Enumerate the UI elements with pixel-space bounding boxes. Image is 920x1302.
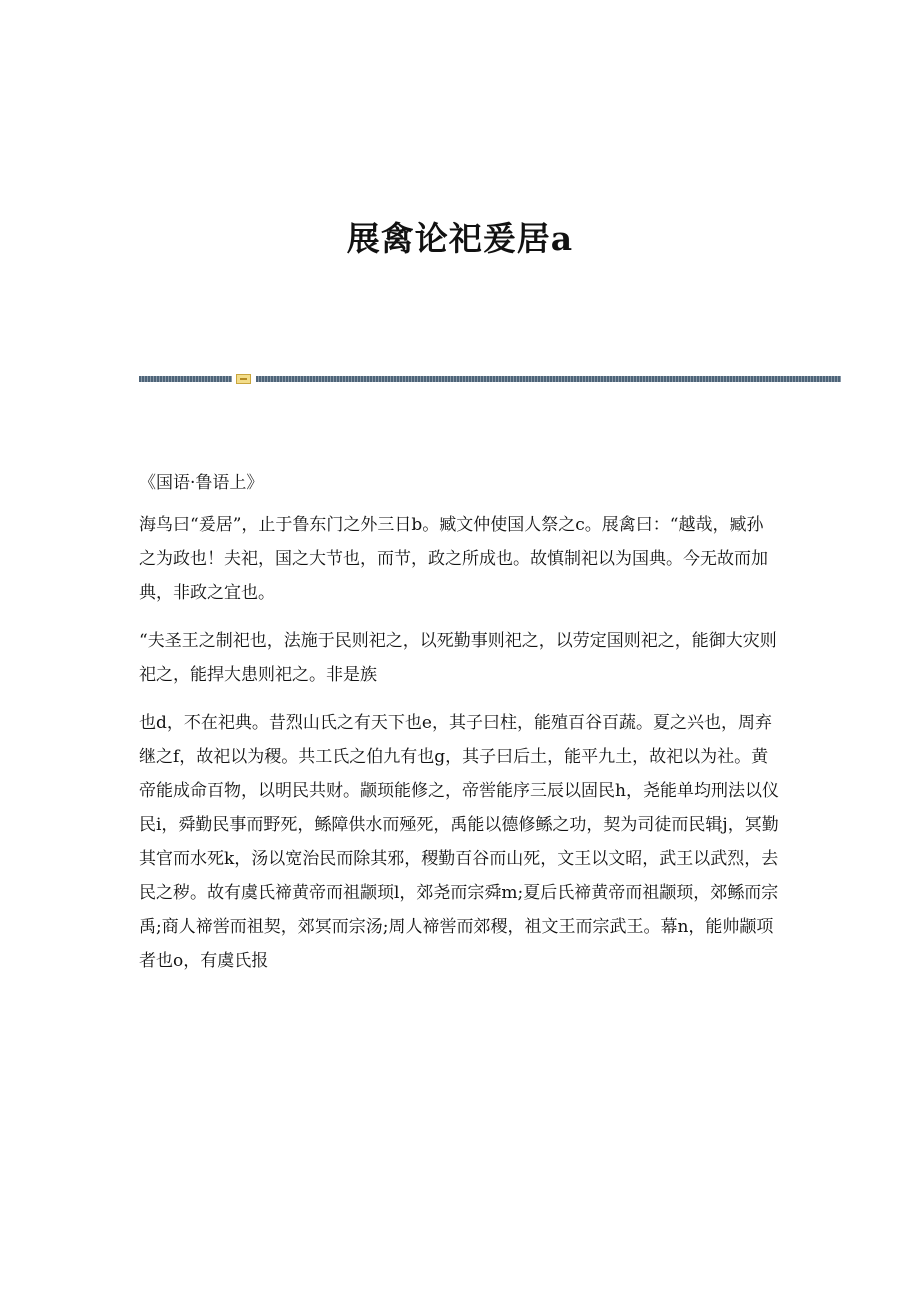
document-body [139, 466, 779, 992]
divider-bar-right [256, 376, 841, 382]
paragraph-1: 海鸟曰“爰居”，止于鲁东门之外三日b。臧文仲使国人祭之c。展禽曰：“越哉，臧孙之为政也！夫祀，国之大节也，而节，政之所成也。故慎制祀以为国典。今无故而加典，非政之宜也。 [139, 515, 768, 603]
divider-ornament-icon [236, 374, 251, 384]
paragraph-3: 也d，不在祀典。昔烈山氏之有天下也e，其子曰柱，能殖百谷百蔬。夏之兴也，周弃继之f，故祀以为稷。共工氏之伯九有也g，其子曰后土，能平九土，故祀以为社。黄帝能成命百物，以明民共财。颛顼能修之，帝喾能序三辰以固民h，尧能单均刑法以仪民i，舜勤民事而野死，鲧障供水而殛死，禹能以德修鲧之功，契为司徒而民辑j，冥勤其官而水死k，汤以宽治民而除其邪，稷勤百谷而山死，文王以文昭，武王以武烈，去民之秽。故有虞氏禘黄帝而祖颛顼l，郊尧而宗舜m;夏后氏禘黄帝而祖颛顼，郊鲧而宗禹;商人禘喾而祖契，郊冥而宗汤;周人禘喾而郊稷，祖文王而宗武王。幕n，能帅颛项者也o，有虞氏报 [139, 713, 779, 971]
document-title: 展禽论祀爰居a [346, 219, 574, 258]
paragraph-2: “夫圣王之制祀也，法施于民则祀之，以死勤事则祀之，以劳定国则祀之，能御大灾则祀之，能捍大患则祀之。非是族 [139, 631, 777, 685]
divider-bar-left [139, 376, 232, 382]
source-citation: 《国语·鲁语上》 [139, 473, 264, 493]
title-divider [139, 374, 841, 384]
